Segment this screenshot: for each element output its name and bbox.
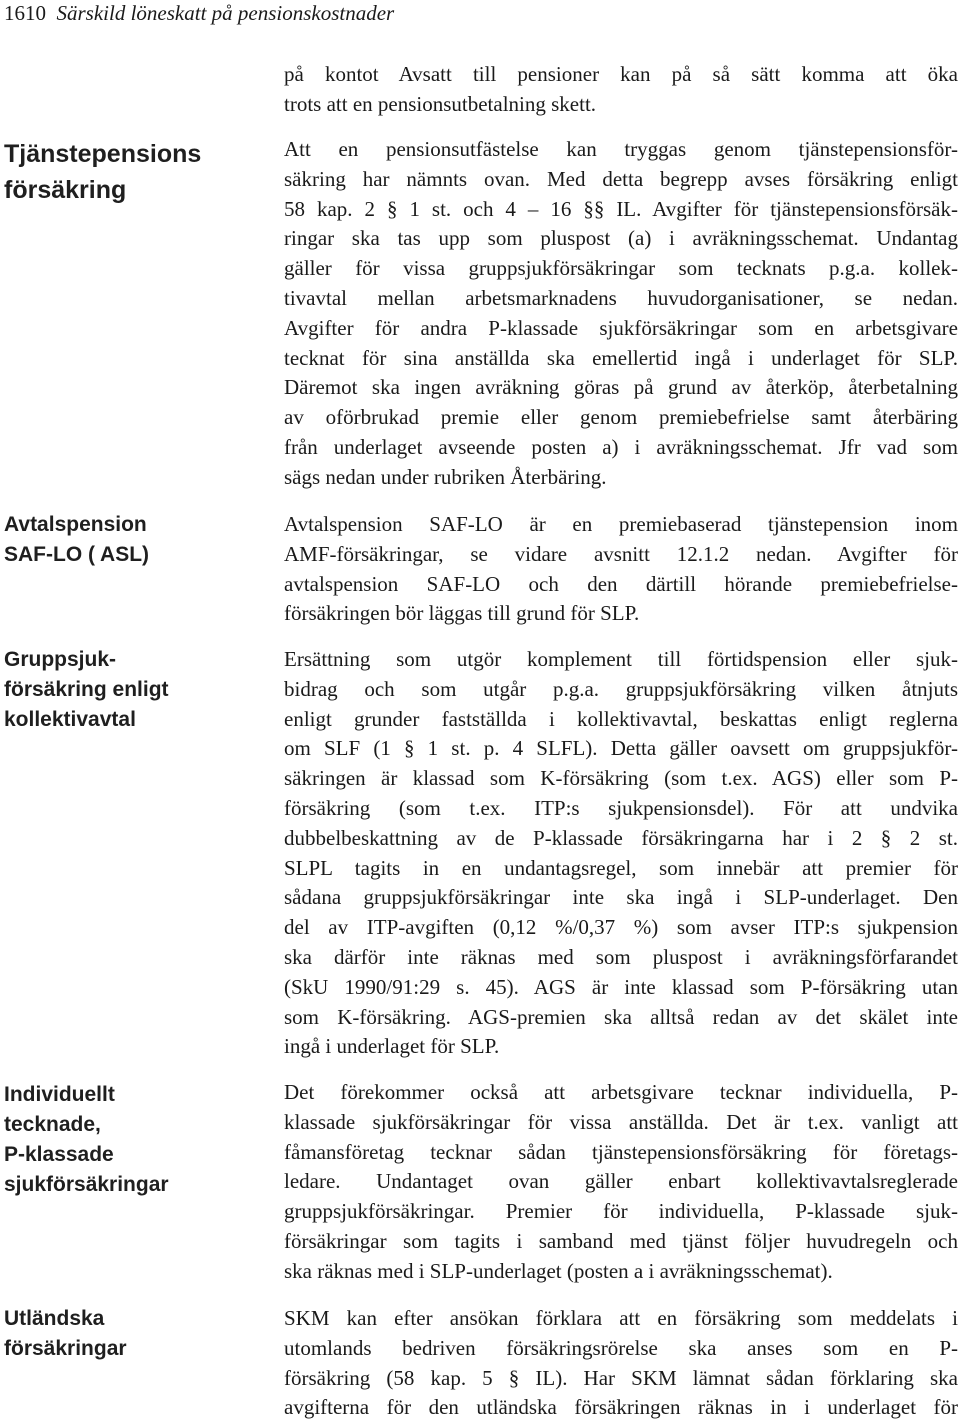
paragraph-line: ringar ska tas upp som pluspost (a) i avräkningsschemat. Undantag <box>284 226 958 251</box>
paragraph-line: ledare. Undantaget ovan gäller enbart kollektivavtalsreglerade <box>284 1169 958 1194</box>
paragraph-line: försäkringar som tagits i samband med tjänst följer huvudregeln och <box>284 1228 958 1253</box>
margin-note-line: Avtalspension <box>4 513 147 536</box>
paragraph-line: Det förekommer också att arbetsgivare tecknar individuella, P- <box>284 1080 958 1104</box>
paragraph-line: försäkring (58 kap. 5 § IL). Har SKM lämnat sådan förklaring ska <box>284 1365 958 1390</box>
paragraph-line: ingå i underlaget för SLP. <box>284 1034 500 1059</box>
margin-note-gruppsjukforsakring <box>4 645 244 735</box>
paragraph-line: försäkringen bör läggas till grund för SLP. <box>284 601 640 626</box>
paragraph-line: Att en pensionsutfästelse kan tryggas genom tjänstepensionsför- <box>284 137 958 161</box>
paragraph-line: om SLF (1 § 1 st. p. 4 SLFL). Detta gäller oavsett om gruppsjukför- <box>284 736 958 761</box>
paragraph-line: klassade sjukförsäkringar för vissa anställda. Det är t.ex. vanligt att <box>284 1109 958 1134</box>
margin-note-line: SAF-LO ( ASL) <box>4 543 150 566</box>
margin-note-tjanstepensionsforsakring <box>4 136 244 208</box>
paragraph-line: säkring har nämnts ovan. Med detta begrepp avses försäkring enligt <box>284 166 958 191</box>
paragraph-line: ska räknas med i SLP-underlaget (posten a i avräkningsschemat). <box>284 1258 833 1283</box>
running-header <box>4 0 394 26</box>
paragraph-line: trots att en pensionsutbetalning skett. <box>284 91 597 116</box>
margin-note-line: Gruppsjuk- <box>4 648 117 671</box>
paragraph-line: tecknat för sina anställda ska emellertid ingå i underlaget för SLP. <box>284 345 958 370</box>
paragraph-line: av oförbrukad premie eller genom premiebefrielse samt återbäring <box>284 405 958 430</box>
paragraph-line: säkringen är klassad som K-försäkring (som t.ex. AGS) eller som P- <box>284 766 958 791</box>
paragraph-line: avgifterna för den utländska försäkringen räknas in i underlaget för <box>284 1395 958 1420</box>
margin-note-individuellt-tecknade <box>4 1080 244 1200</box>
paragraph-line: tivavtal mellan arbetsmarknadens huvudorganisationer, se nedan. <box>284 285 958 310</box>
paragraph-line: (SkU 1990/91:29 s. 45). AGS är inte klassad som P-försäkring utan <box>284 974 958 999</box>
margin-note-line: försäkring <box>4 176 127 204</box>
paragraph-line: gruppsjukförsäkringar. Premier för individuella, P-klassade sjuk- <box>284 1199 958 1224</box>
paragraph-line: utomlands bedriven försäkringsrörelse ska anses som en P- <box>284 1335 958 1360</box>
margin-note-line: Individuellt <box>4 1083 115 1106</box>
paragraph-line: Avtalspension SAF-LO är en premiebaserad tjänstepension inom <box>284 512 958 536</box>
paragraph-line: 58 kap. 2 § 1 st. och 4 – 16 §§ IL. Avgifter för tjänstepensionsförsäk- <box>284 196 958 221</box>
paragraph-individuellt-tecknade <box>284 1078 958 1287</box>
paragraph-line: på kontot Avsatt till pensioner kan på så sätt komma att öka <box>284 62 958 86</box>
margin-note-line: kollektivavtal <box>4 708 136 731</box>
margin-note-line: försäkring enligt <box>4 678 169 701</box>
paragraph-intro <box>284 60 958 120</box>
margin-note-line: försäkringar <box>4 1337 127 1360</box>
margin-note-line: sjukförsäkringar <box>4 1173 169 1196</box>
margin-note-utlandska-forsakringar <box>4 1304 244 1364</box>
paragraph-line: AMF-försäkringar, se vidare avsnitt 12.1.2 nedan. Avgifter för <box>284 541 958 566</box>
paragraph-line: del av ITP-avgiften (0,12 %/0,37 %) som avser ITP:s sjukpension <box>284 915 958 940</box>
paragraph-line: gäller för vissa gruppsjukförsäkringar som tecknats p.g.a. kollek- <box>284 256 958 281</box>
paragraph-gruppsjukforsakring <box>284 645 958 1062</box>
paragraph-line: bidrag och som utgår p.g.a. gruppsjukförsäkring vilken åtnjuts <box>284 676 958 701</box>
paragraph-line: ska därför inte räknas med som pluspost i avräkningsförfarandet <box>284 944 958 969</box>
margin-note-line: P-klassade <box>4 1143 114 1166</box>
paragraph-line: försäkring (som t.ex. ITP:s sjukpensionsdel). För att undvika <box>284 795 958 820</box>
paragraph-line: från underlaget avseende posten a) i avräkningsschemat. Jfr vad som <box>284 434 958 459</box>
paragraph-line: som K-försäkring. AGS-premien ska alltså redan av det skälet inte <box>284 1004 958 1029</box>
paragraph-line: sägs nedan under rubriken Återbäring. <box>284 464 607 489</box>
paragraph-line: Ersättning som utgör komplement till förtidspension eller sjuk- <box>284 647 958 671</box>
paragraph-line: SKM kan efter ansökan förklara att en försäkring som meddelats i <box>284 1306 958 1330</box>
paragraph-line: fåmansföretag tecknar sådan tjänstepensionsförsäkring för företags- <box>284 1139 958 1164</box>
paragraph-utlandska-forsakringar <box>284 1304 958 1423</box>
paragraph-avtalspension <box>284 510 958 629</box>
paragraph-line: Avgifter för andra P-klassade sjukförsäkringar som en arbetsgivare <box>284 315 958 340</box>
running-title: Särskild löneskatt på pensionskostnader <box>56 1 395 25</box>
margin-note-line: Utländska <box>4 1307 105 1330</box>
margin-note-avtalspension <box>4 510 244 570</box>
paragraph-line: enligt grunder fastställda i kollektivavtal, beskattas enligt reglerna <box>284 706 958 731</box>
paragraph-line: avtalspension SAF-LO och den därtill hörande premiebefrielse- <box>284 571 958 596</box>
paragraph-line: Däremot ska ingen avräkning göras på grund av återköp, återbetalning <box>284 375 958 400</box>
margin-note-line: tecknade, <box>4 1113 101 1136</box>
page-number: 1610 <box>4 1 46 25</box>
margin-note-line: Tjänstepensions <box>4 140 202 168</box>
paragraph-tjanstepensionsforsakring <box>284 135 958 493</box>
paragraph-line: SLPL tagits in en undantagsregel, som innebär att premier för <box>284 855 958 880</box>
paragraph-line: sådana gruppsjukförsäkringar inte ska ingå i SLP-underlaget. Den <box>284 885 958 910</box>
paragraph-line: dubbelbeskattning av de P-klassade försäkringarna har i 2 § 2 st. <box>284 825 958 850</box>
